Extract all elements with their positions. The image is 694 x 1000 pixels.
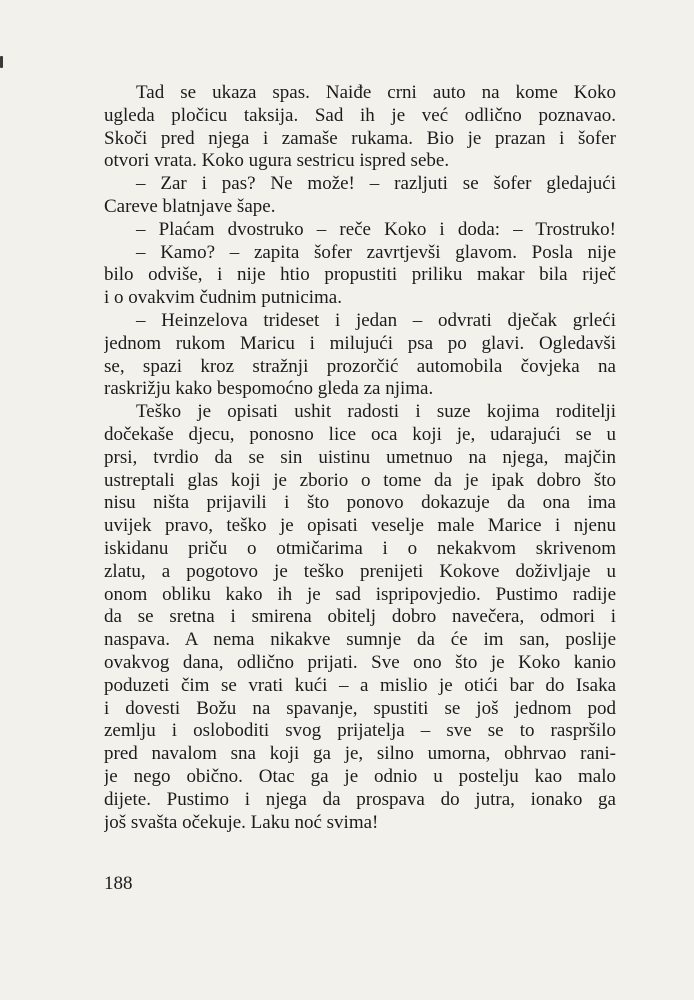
text-line: zlatu, a pogotovo je teško prenijeti Kokove doživljaje u xyxy=(104,560,616,582)
text-line: i dovesti Božu na spavanje, spustiti se još jednom pod xyxy=(104,697,616,719)
text-line: još svašta očekuje. Laku noć svima! xyxy=(104,811,379,833)
body-text xyxy=(104,82,616,834)
text-line: raskrižju kako bespomoćno gleda za njima. xyxy=(104,378,434,400)
text-line: Teško je opisati ushit radosti i suze kojima roditelji xyxy=(136,401,616,423)
text-line: jednom rukom Maricu i milujući psa po glavi. Ogledavši xyxy=(104,332,616,354)
text-line: poduzeti čim se vrati kući – a mislio je otići bar do Isaka xyxy=(104,674,616,696)
text-line: da se sretna i smirena obitelj dobro navečera, odmori i xyxy=(104,606,616,628)
text-line: nisu ništa prijavili i što ponovo dokazuje da ona ima xyxy=(104,492,616,514)
text-line: ovakvog dana, odlično prijati. Sve ono što je Koko kanio xyxy=(104,651,616,673)
text-line: dijete. Pustimo i njega da prospava do jutra, ionako ga xyxy=(104,788,616,810)
text-line: – Plaćam dvostruko – reče Koko i doda: – Trostruko! xyxy=(136,218,616,240)
text-line: zemlju i osloboditi svog prijatelja – sve se to raspršilo xyxy=(104,720,616,742)
text-line: Careve blatnjave šape. xyxy=(104,195,276,217)
text-line: Tad se ukaza spas. Naiđe crni auto na kome Koko xyxy=(136,82,616,103)
text-line: dočekaše djecu, ponosno lice oca koji je, udarajući se u xyxy=(104,423,616,445)
text-line: pred navalom sna koji ga je, silno umorna, obhrvao rani- xyxy=(104,743,616,765)
text-line: naspava. A nema nikakve sumnje da će im san, poslije xyxy=(104,629,616,651)
text-line: ustreptali glas koji je zborio o tome da je ipak dobro što xyxy=(104,469,616,491)
text-line: Skoči pred njega i zamaše rukama. Bio je prazan i šofer xyxy=(104,127,616,149)
text-line: – Zar i pas? Ne može! – razljuti se šofer gledajući xyxy=(136,173,616,195)
page-edge-mark xyxy=(0,56,3,68)
text-line: i o ovakvim čudnim putnicima. xyxy=(104,287,342,309)
text-line: otvori vrata. Koko ugura sestricu ispred sebe. xyxy=(104,150,450,172)
text-line: onom obliku kako ih je sad ispripovjedio. Pustimo radije xyxy=(104,583,616,605)
text-line: – Heinzelova trideset i jedan – odvrati dječak grleći xyxy=(136,309,616,331)
text-line: bilo odviše, i nije htio propustiti priliku makar bila riječ xyxy=(104,264,616,286)
text-line: je nego obično. Otac ga je odnio u postelju kao malo xyxy=(104,765,616,787)
text-line: ugleda pločicu taksija. Sad ih je već odlično poznavao. xyxy=(104,104,616,126)
text-line: prsi, tvrdio da se sin uistinu umetnuo na njega, majčin xyxy=(104,446,616,468)
text-line: – Kamo? – zapita šofer zavrtjevši glavom. Posla nije xyxy=(136,241,616,263)
text-line: se, spazi kroz stražnji prozorčić automobila čovjeka na xyxy=(104,355,616,377)
text-line: iskidanu priču o otmičarima i o nekakvom skrivenom xyxy=(104,537,616,559)
text-line: uvijek pravo, teško je opisati veselje male Marice i njenu xyxy=(104,515,616,537)
page-number: 188 xyxy=(104,873,133,894)
